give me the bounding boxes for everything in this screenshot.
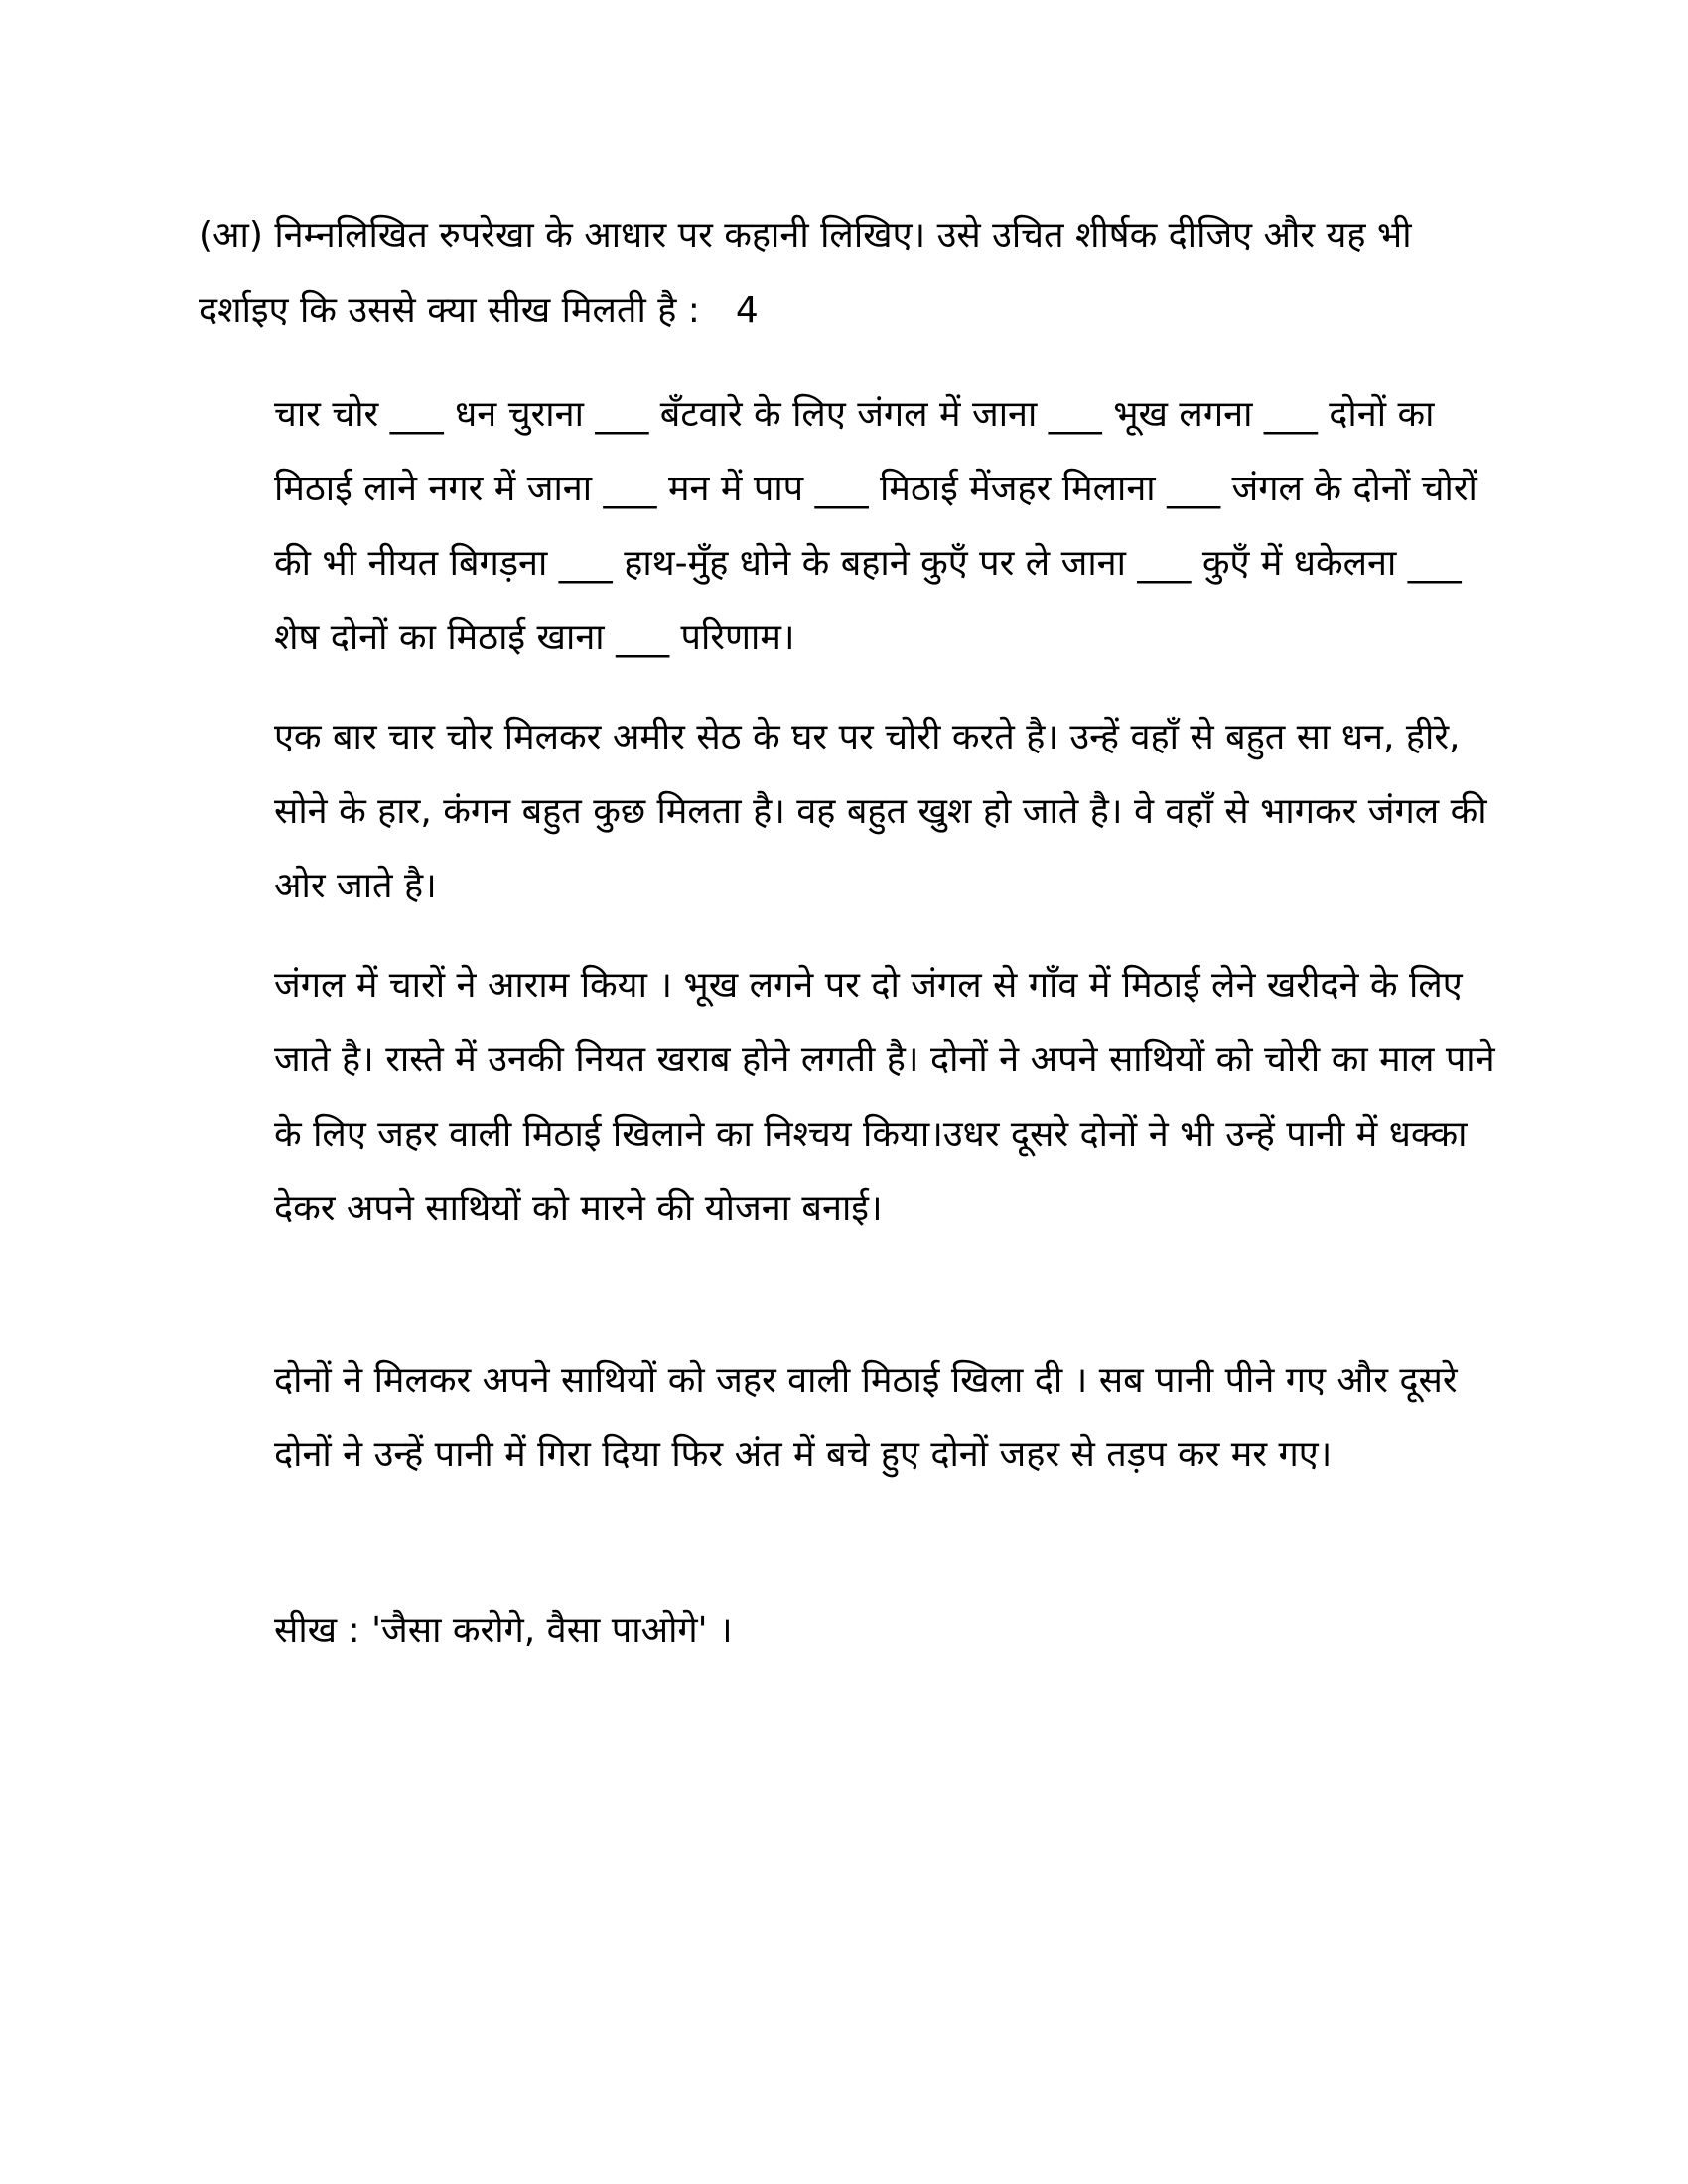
- question-text: (आ) निम्नलिखित रुपरेखा के आधार पर कहानी लिखिए। उसे उचित शीर्षक दीजिए और यह भी दर्शाइए कि उससे क्या सीख मिलती है :: [199, 215, 1412, 331]
- story-paragraph: दोनों ने मिलकर अपने साथियों को जहर वाली मिठाई खिला दी । सब पानी पीने गए और दूसरे दोनों ने उन्हें पानी में गिरा दिया फिर अंत में बचे हुए दोनों जहर से तड़प कर मर गए।: [274, 1360, 1458, 1475]
- question-marks: 4: [735, 290, 759, 331]
- question-prompt: [199, 199, 1489, 347]
- story-paragraph: एक बार चार चोर मिलकर अमीर सेठ के घर पर चोरी करते है। उन्हें वहाँ से बहुत सा धन, हीरे, सोने के हार, कंगन बहुत कुछ मिलता है। वह बहुत खुश हो जाते है। वे वहाँ से भागकर जंगल की ओर जाते है।: [274, 717, 1487, 906]
- story-paragraph: जंगल में चारों ने आराम किया । भूख लगने पर दो जंगल से गाँव में मिठाई लेने खरीदने के लिए जाते है। रास्ते में उनकी नियत खराब होने लगती है। दोनों ने अपने साथियों को चोरी का माल पाने के लिए जहर वाली मिठाई खिलाने का निश्चय किया।उधर दूसरे दोनों ने भी उन्हें पानी में धक्का देकर अपने साथियों को मारने की योजना बनाई।: [274, 965, 1495, 1229]
- story-outline: चार चोर ___ धन चुराना ___ बँटवारे के लिए जंगल में जाना ___ भूख लगना ___ दोनों का मिठाई लाने नगर में जाना ___ मन में पाप ___ मिठाई मेंजहर मिलाना ___ जंगल के दोनों चोरों की भी नीयत बिगड़ना ___ हाथ-मुँह धोने के बहाने कुएँ पर ले जाना ___ कुएँ में धकेलना ___ शेष दोनों का मिठाई खाना ___ परिणाम।: [274, 394, 1477, 658]
- story-moral: सीख : 'जैसा करोगे, वैसा पाओगे' ।: [274, 1610, 733, 1651]
